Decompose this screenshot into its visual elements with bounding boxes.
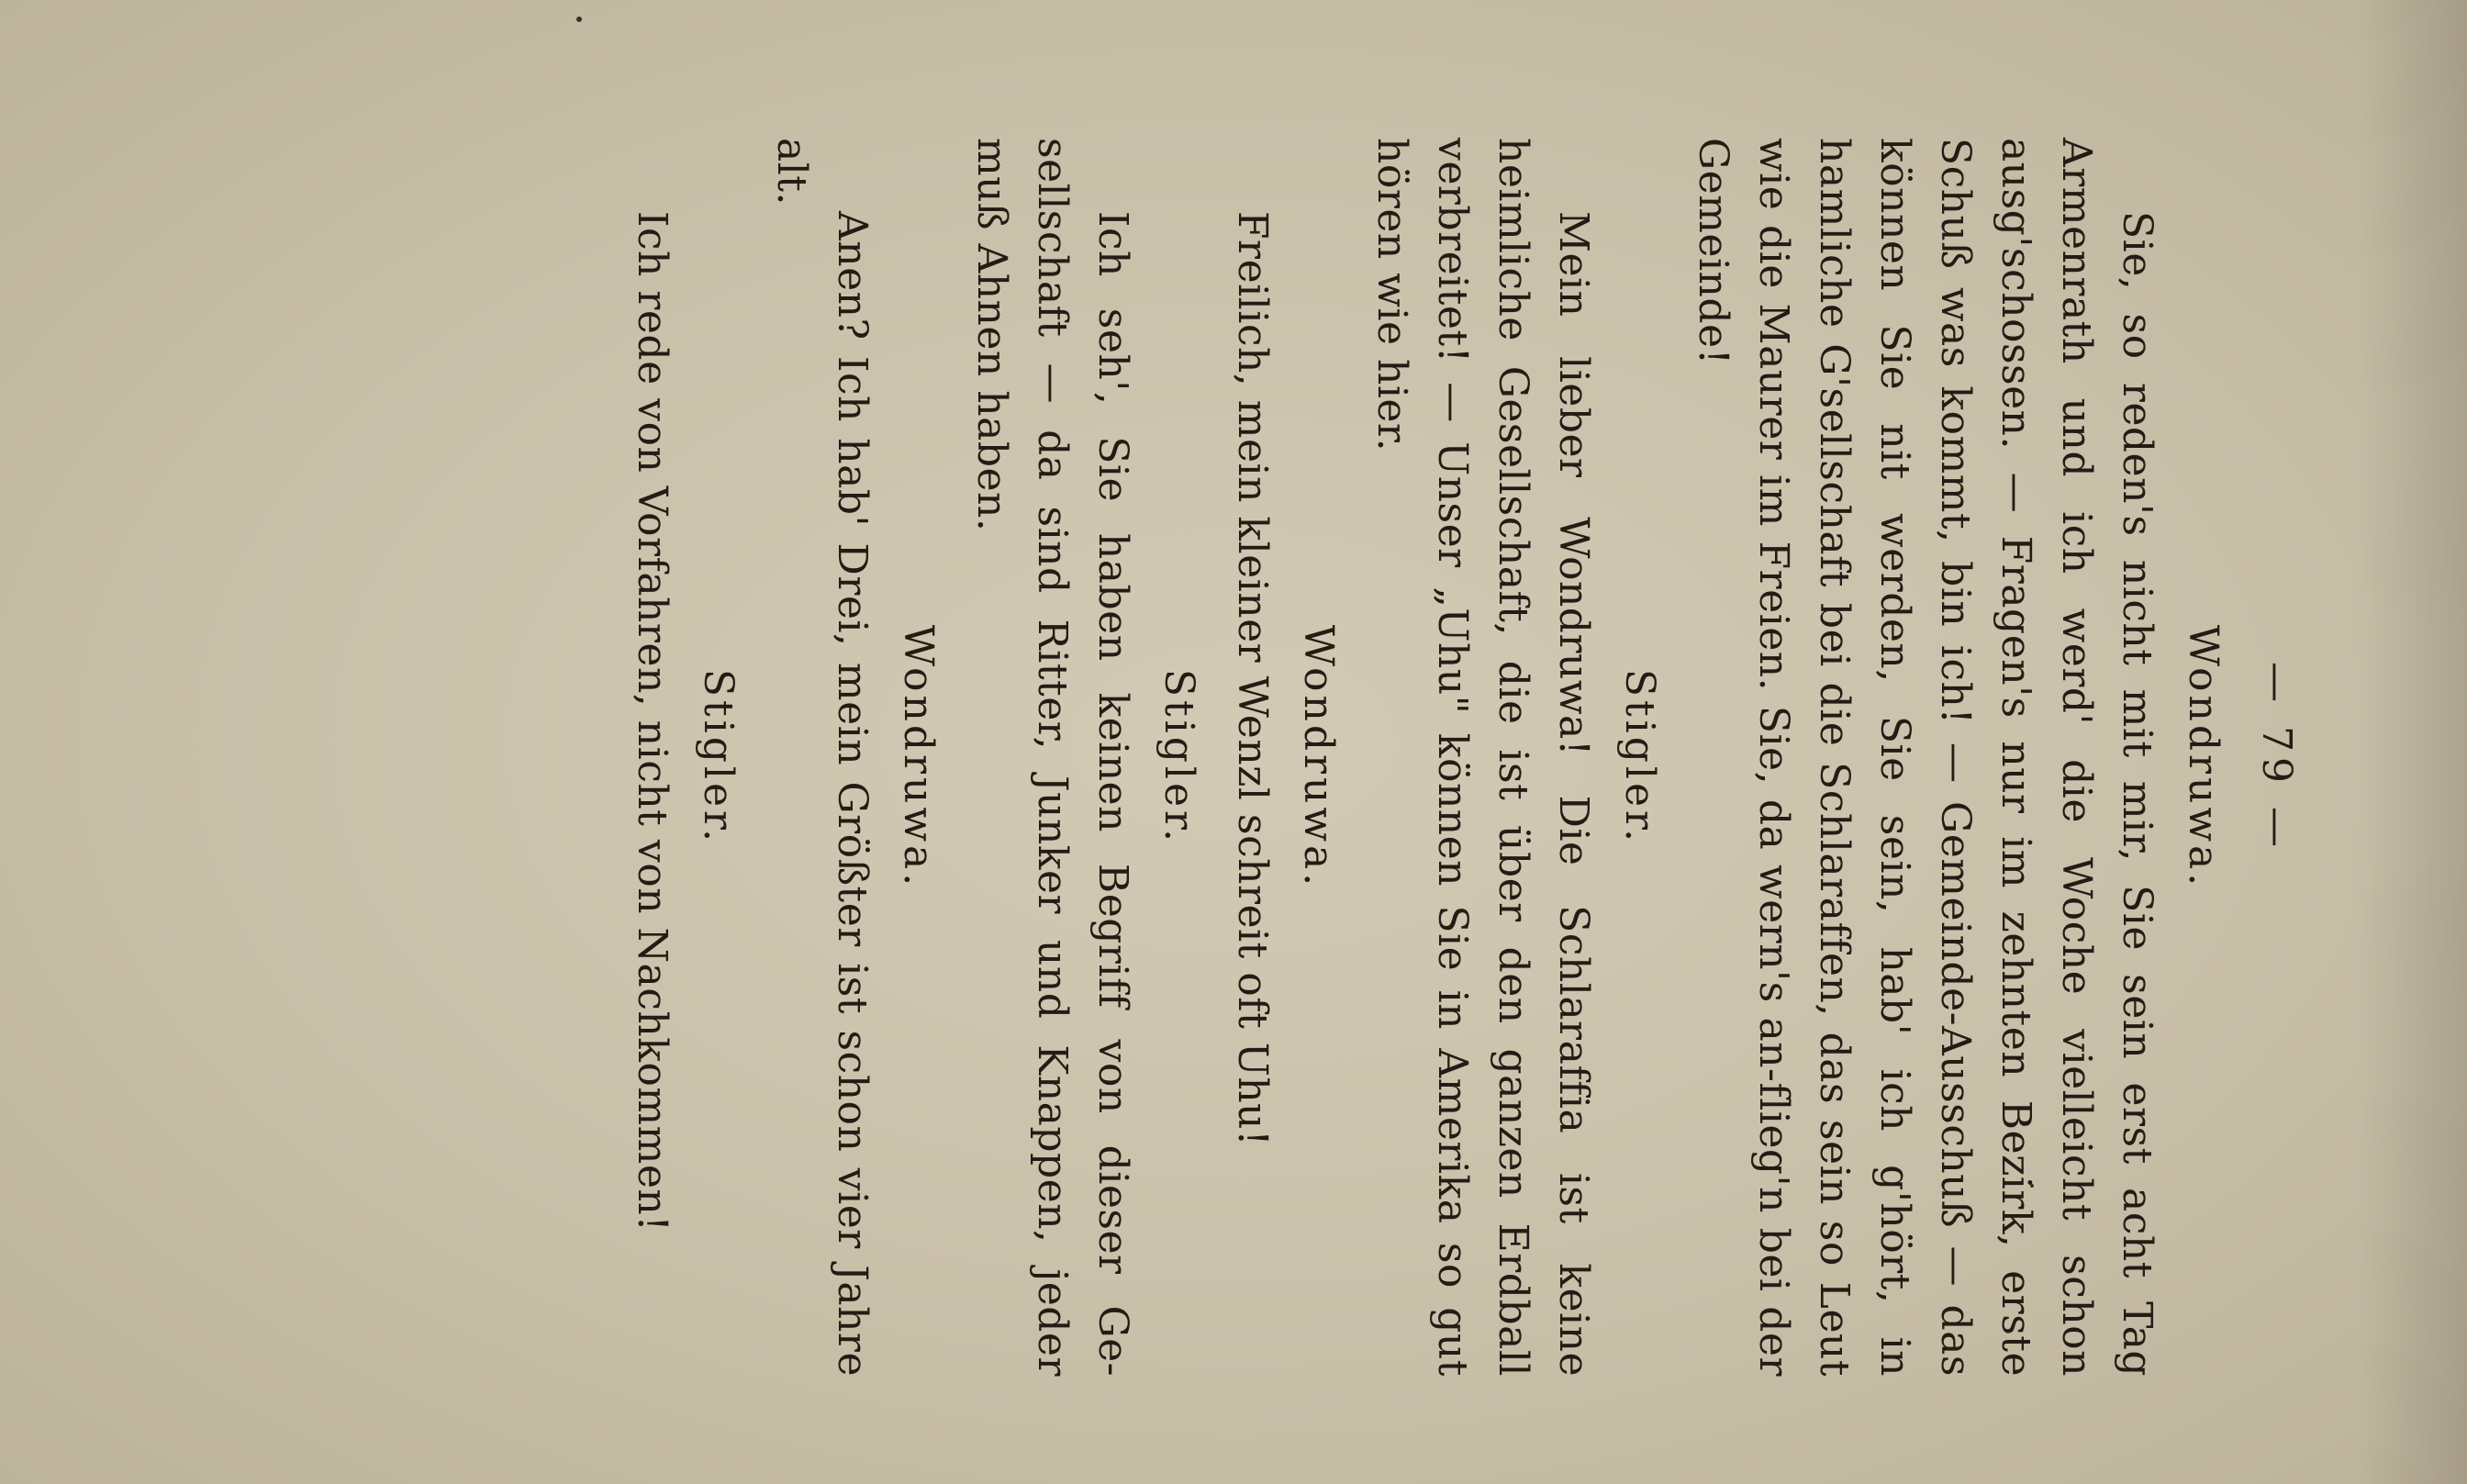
dialogue-paragraph: Ich rede von Vorfahren, nicht von Nachkommen! bbox=[629, 211, 675, 1233]
dialogue-paragraph: Mein lieber Wondruwa! Die Schlaraffia ist keine heimliche Gesellschaft, die ist über den ganzen Erdball verbreitet! — Unser „Uhu" können Sie in Amerika so gut hören wie hier. bbox=[1368, 138, 1597, 1377]
page-number: — 79 — bbox=[2253, 662, 2300, 853]
speaker-label: Stigler. bbox=[695, 668, 742, 846]
speaker-label: Wondruwa. bbox=[2180, 624, 2227, 890]
dialogue-paragraph: Anen? Ich hab' Drei, mein Größter ist schon vier Jahre alt. bbox=[768, 138, 876, 1377]
dialogue-paragraph: Freilich, mein kleiner Wenzl schreit oft Uhu! bbox=[1229, 211, 1276, 1147]
dialogue-paragraph: Ich seh', Sie haben keinen Begriff von dieser Ge-sellschaft — da sind Ritter, Junker und Knappen, jeder muß Ahnen haben. bbox=[968, 138, 1136, 1377]
speaker-label: Stigler. bbox=[1155, 668, 1202, 846]
speaker-label: Stigler. bbox=[1616, 668, 1663, 846]
dialogue-paragraph: Sie, so reden's nicht mit mir, Sie sein erst acht Tag Armenrath und ich werd' die Woche vielleicht schon ausg'schossen. — Fragen's nur im zehnten Bezirk, erste Schuß was kommt, bin ich! — Gemeinde-Ausschuß — das können Sie nit werden, Sie sein, hab' ich g'hört, in hamliche G'sellschaft bei die Schlaraffen, das sein so Leut wie die Maurer im Freien. Sie, da wern's an-flieg'n bei der Gemeinde! bbox=[1690, 138, 2160, 1377]
text-block bbox=[621, 138, 2306, 1377]
speaker-label: Wondruwa. bbox=[895, 624, 942, 890]
speaker-label: Wondruwa. bbox=[1295, 624, 1342, 890]
